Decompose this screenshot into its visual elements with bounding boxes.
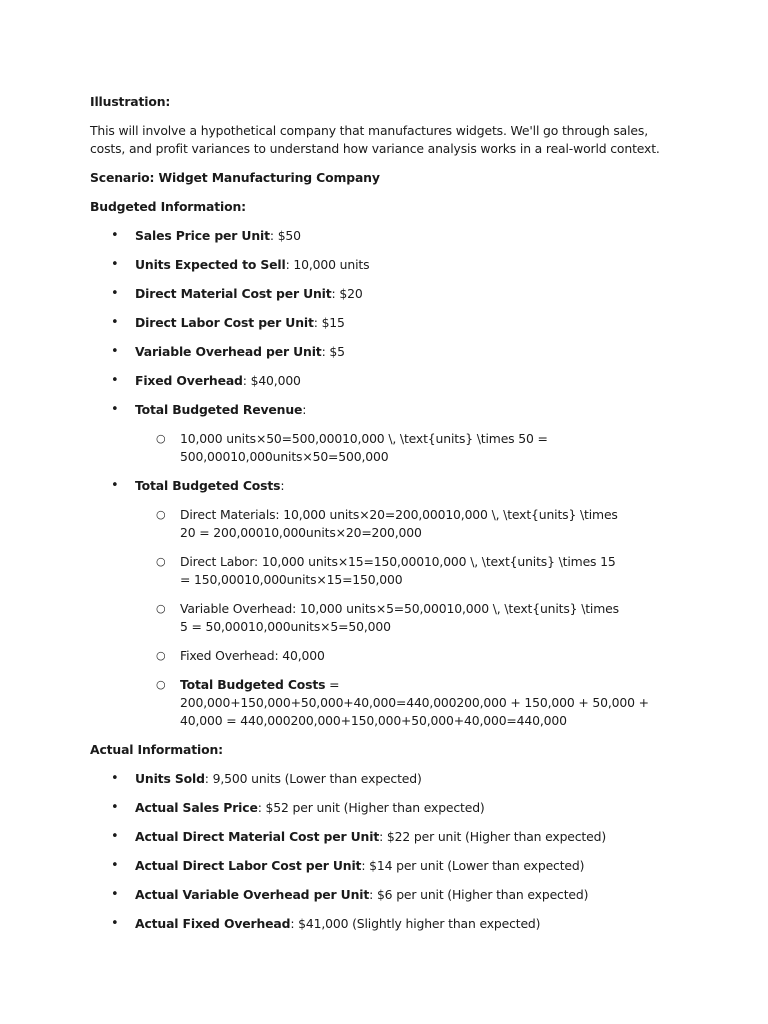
revenue-sublist	[135, 430, 690, 466]
list-item	[90, 770, 690, 788]
actual-heading: Actual Information:	[90, 742, 223, 757]
sub-list-item	[135, 506, 620, 542]
item-value: : $15	[313, 315, 345, 330]
bullet-icon: •	[111, 858, 119, 873]
circle-bullet-icon: ○	[156, 649, 166, 662]
bullet-icon: •	[111, 257, 119, 272]
item-value: : $5	[321, 344, 345, 359]
item-value: : 9,500 units (Lower than expected)	[204, 771, 422, 786]
item-value: : $22 per unit (Higher than expected)	[379, 829, 607, 844]
costs-sublist	[135, 506, 690, 730]
item-label: Actual Direct Material Cost per Unit	[135, 829, 380, 844]
circle-bullet-icon: ○	[156, 678, 166, 691]
item-label: Actual Direct Labor Cost per Unit	[135, 858, 362, 873]
list-item	[90, 915, 690, 933]
intro-paragraph: This will involve a hypothetical company that manufactures widgets. We'll go through sales, costs, and profit variances to understand how variance analysis works in a real-world context.	[90, 123, 660, 156]
item-label: Actual Sales Price	[135, 800, 258, 815]
list-item	[90, 477, 690, 730]
item-label: Fixed Overhead	[135, 373, 243, 388]
variable-overhead-formula: Variable Overhead: 10,000 units×5=50,00010,000 \, \text{units} \times 5 = 50,00010,000units×5=50,000	[180, 601, 619, 634]
item-label: Total Budgeted Costs	[135, 478, 281, 493]
document-page	[90, 93, 690, 944]
actual-list	[90, 770, 690, 933]
fixed-overhead-value: Fixed Overhead: 40,000	[180, 648, 325, 663]
item-value: : $52 per unit (Higher than expected)	[257, 800, 485, 815]
item-label: Direct Labor Cost per Unit	[135, 315, 314, 330]
list-item	[90, 401, 690, 466]
list-item	[90, 314, 690, 332]
circle-bullet-icon: ○	[156, 508, 166, 521]
sub-list-item	[135, 553, 620, 589]
list-item	[90, 857, 690, 875]
circle-bullet-icon: ○	[156, 555, 166, 568]
direct-materials-formula: Direct Materials: 10,000 units×20=200,00010,000 \, \text{units} \times 20 = 200,00010,000units×20=200,000	[180, 507, 618, 540]
bullet-icon: •	[111, 478, 119, 493]
item-value: : $14 per unit (Lower than expected)	[361, 858, 585, 873]
bullet-icon: •	[111, 373, 119, 388]
bullet-icon: •	[111, 916, 119, 931]
bullet-icon: •	[111, 315, 119, 330]
item-label: Total Budgeted Costs	[180, 677, 326, 692]
list-item	[90, 372, 690, 390]
item-label: Units Sold	[135, 771, 205, 786]
budgeted-list	[90, 227, 690, 730]
item-label: Direct Material Cost per Unit	[135, 286, 332, 301]
bullet-icon: •	[111, 887, 119, 902]
circle-bullet-icon: ○	[156, 602, 166, 615]
bullet-icon: •	[111, 771, 119, 786]
illustration-heading: Illustration:	[90, 94, 171, 109]
item-label: Variable Overhead per Unit	[135, 344, 322, 359]
item-label: Sales Price per Unit	[135, 228, 270, 243]
direct-labor-formula: Direct Labor: 10,000 units×15=150,00010,000 \, \text{units} \times 15 = 150,00010,000units×15=150,000	[180, 554, 616, 587]
circle-bullet-icon: ○	[156, 432, 166, 445]
list-item	[90, 886, 690, 904]
item-value: : $40,000	[242, 373, 301, 388]
bullet-icon: •	[111, 286, 119, 301]
bullet-icon: •	[111, 829, 119, 844]
list-item	[90, 227, 690, 245]
item-value: : $6 per unit (Higher than expected)	[369, 887, 589, 902]
item-value: :	[302, 402, 307, 417]
bullet-icon: •	[111, 228, 119, 243]
item-value: : 10,000 units	[285, 257, 370, 272]
list-item	[90, 799, 690, 817]
revenue-formula: 10,000 units×50=500,00010,000 \, \text{units} \times 50 = 500,00010,000units×50=500,000	[180, 431, 548, 464]
bullet-icon: •	[111, 344, 119, 359]
item-label: Total Budgeted Revenue	[135, 402, 303, 417]
budgeted-heading: Budgeted Information:	[90, 199, 246, 214]
list-item	[90, 828, 690, 846]
list-item	[90, 343, 690, 361]
scenario-heading: Scenario: Widget Manufacturing Company	[90, 170, 380, 185]
item-label: Units Expected to Sell	[135, 257, 286, 272]
total-costs-formula: = 200,000+150,000+50,000+40,000=440,000200,000 + 150,000 + 50,000 + 40,000 = 440,000200,000+150,000+50,000+40,000=440,000	[180, 677, 649, 728]
item-label: Actual Variable Overhead per Unit	[135, 887, 370, 902]
item-label: Actual Fixed Overhead	[135, 916, 291, 931]
item-value: :	[280, 478, 285, 493]
item-value: : $50	[269, 228, 301, 243]
bullet-icon: •	[111, 402, 119, 417]
sub-list-item	[135, 647, 620, 665]
item-value: : $20	[331, 286, 363, 301]
sub-list-item	[135, 430, 620, 466]
list-item	[90, 256, 690, 274]
sub-list-item	[135, 676, 660, 730]
item-value: : $41,000 (Slightly higher than expected)	[290, 916, 541, 931]
bullet-icon: •	[111, 800, 119, 815]
sub-list-item	[135, 600, 620, 636]
list-item	[90, 285, 690, 303]
